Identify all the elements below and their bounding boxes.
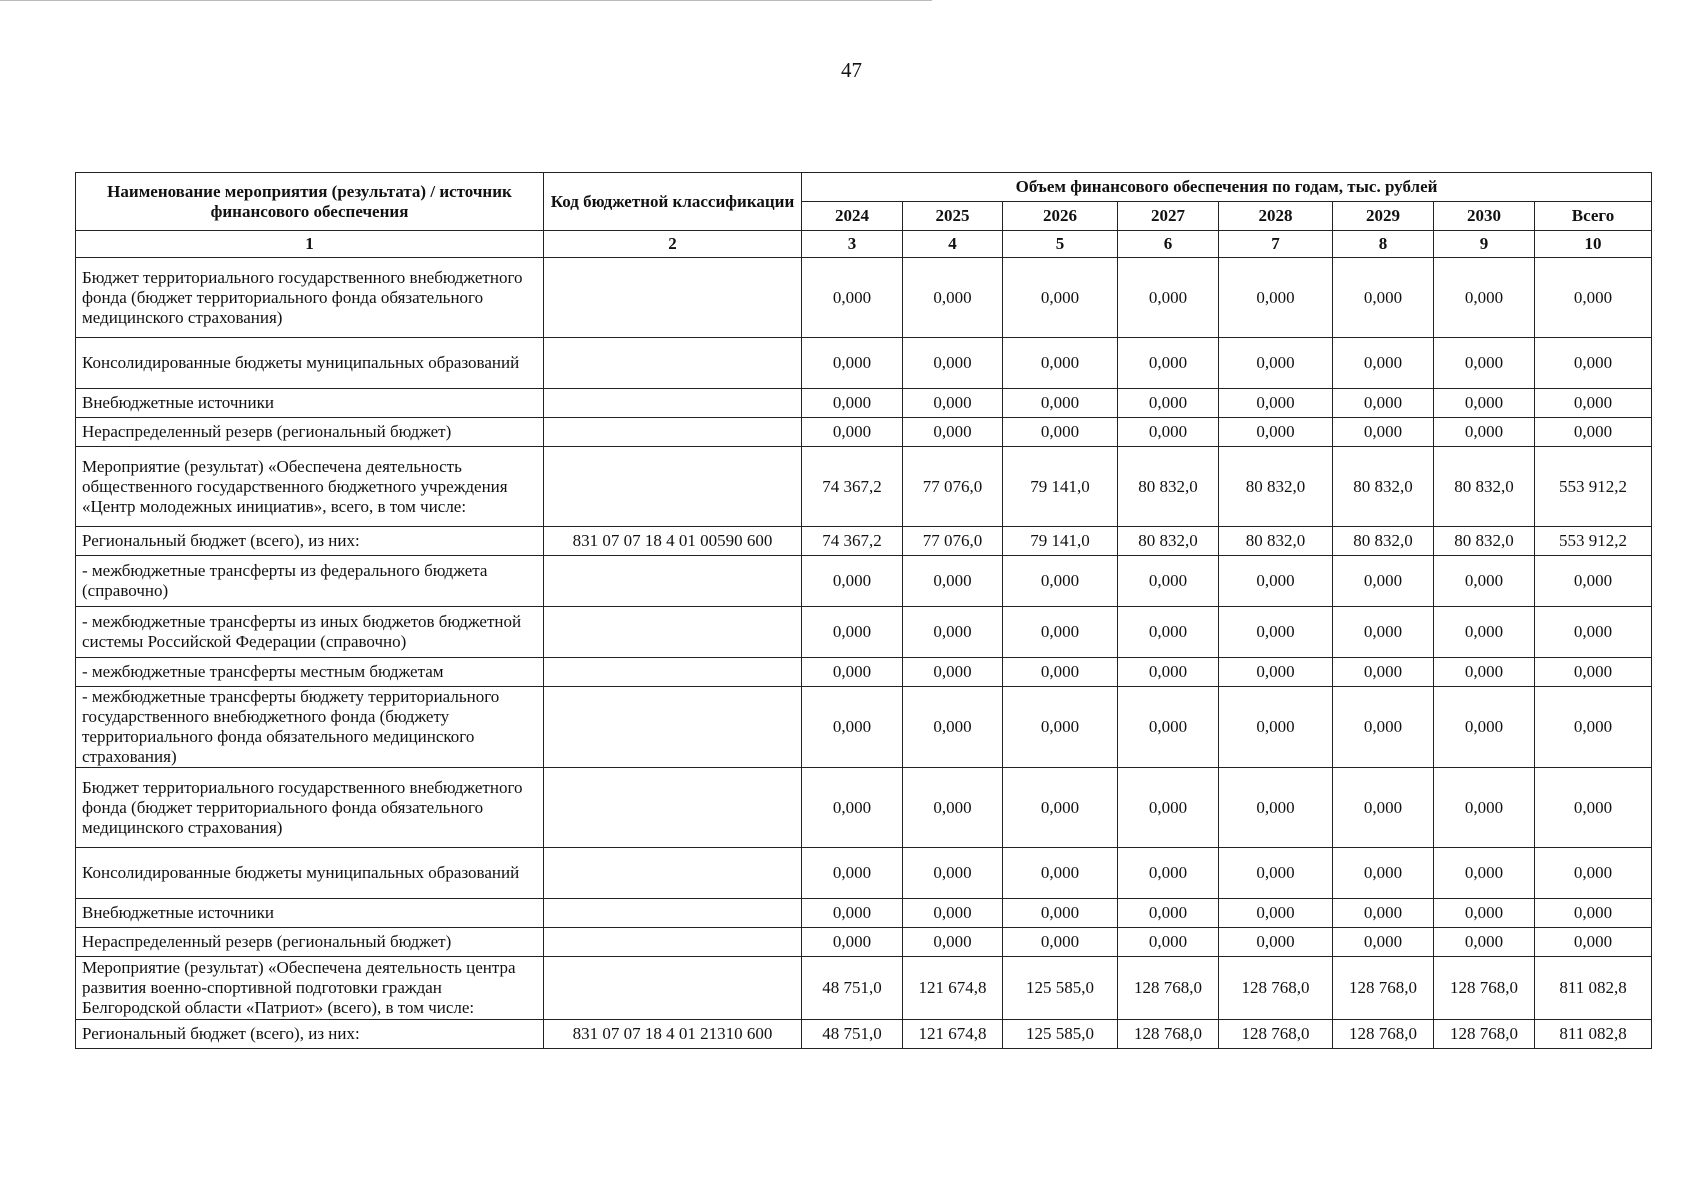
table-row — [76, 556, 1652, 607]
row-value: 0,000 — [802, 658, 903, 687]
row-name: Нераспределенный резерв (региональный бюджет) — [76, 928, 544, 957]
row-name: Консолидированные бюджеты муниципальных образований — [76, 338, 544, 389]
row-code — [544, 658, 802, 687]
row-value: 0,000 — [1535, 338, 1652, 389]
row-value: 0,000 — [903, 418, 1003, 447]
table-row — [76, 447, 1652, 527]
row-value: 0,000 — [903, 768, 1003, 848]
row-value: 0,000 — [903, 687, 1003, 768]
table-row — [76, 848, 1652, 899]
row-value: 0,000 — [1118, 928, 1219, 957]
row-value: 0,000 — [1434, 658, 1535, 687]
row-value: 0,000 — [1219, 338, 1333, 389]
table-row — [76, 957, 1652, 1020]
row-value: 0,000 — [802, 687, 903, 768]
row-value: 0,000 — [802, 389, 903, 418]
row-value: 80 832,0 — [1434, 447, 1535, 527]
row-value: 0,000 — [1003, 258, 1118, 338]
row-value: 0,000 — [802, 258, 903, 338]
row-value: 0,000 — [1535, 687, 1652, 768]
row-value: 811 082,8 — [1535, 1020, 1652, 1049]
row-value: 0,000 — [1118, 418, 1219, 447]
row-value: 128 768,0 — [1118, 957, 1219, 1020]
row-value: 0,000 — [1535, 258, 1652, 338]
table-row — [76, 389, 1652, 418]
row-value: 0,000 — [903, 928, 1003, 957]
row-value: 0,000 — [1003, 607, 1118, 658]
row-value: 0,000 — [1003, 687, 1118, 768]
row-value: 80 832,0 — [1333, 447, 1434, 527]
row-name: Региональный бюджет (всего), из них: — [76, 527, 544, 556]
row-value: 128 768,0 — [1333, 957, 1434, 1020]
column-number-8: 9 — [1434, 231, 1535, 258]
row-name: Мероприятие (результат) «Обеспечена деятельность центра развития военно-спортивной подготовки граждан Белгородской области «Патриот» (всего), в том числе: — [76, 957, 544, 1020]
row-name: - межбюджетные трансферты бюджету территориального государственного внебюджетного фонда (бюджету территориального фонда обязательного медицинского страхования) — [76, 687, 544, 768]
row-name: Консолидированные бюджеты муниципальных образований — [76, 848, 544, 899]
row-value: 0,000 — [1219, 658, 1333, 687]
column-number-0: 1 — [76, 231, 544, 258]
row-value: 128 768,0 — [1219, 957, 1333, 1020]
row-value: 0,000 — [1434, 687, 1535, 768]
row-value: 0,000 — [1434, 418, 1535, 447]
row-code — [544, 389, 802, 418]
row-name: Мероприятие (результат) «Обеспечена деятельность общественного государственного бюджетного учреждения «Центр молодежных инициатив», всего, в том числе: — [76, 447, 544, 527]
row-value: 0,000 — [1118, 258, 1219, 338]
header-index-row — [76, 231, 1652, 258]
column-number-7: 8 — [1333, 231, 1434, 258]
row-value: 0,000 — [1118, 848, 1219, 899]
row-value: 121 674,8 — [903, 1020, 1003, 1049]
table-row — [76, 687, 1652, 768]
row-value: 553 912,2 — [1535, 527, 1652, 556]
header-year-4: 2028 — [1219, 202, 1333, 231]
row-code — [544, 418, 802, 447]
row-value: 0,000 — [802, 556, 903, 607]
header-volume: Объем финансового обеспечения по годам, тыс. рублей — [802, 173, 1652, 202]
row-value: 0,000 — [1434, 768, 1535, 848]
row-code — [544, 338, 802, 389]
row-value: 553 912,2 — [1535, 447, 1652, 527]
row-value: 0,000 — [1434, 928, 1535, 957]
column-number-3: 4 — [903, 231, 1003, 258]
table-row — [76, 899, 1652, 928]
header-name: Наименование мероприятия (результата) / источник финансового обеспечения — [76, 173, 544, 231]
row-code — [544, 607, 802, 658]
row-value: 0,000 — [802, 418, 903, 447]
row-code — [544, 447, 802, 527]
row-value: 0,000 — [1118, 389, 1219, 418]
row-value: 0,000 — [903, 658, 1003, 687]
row-value: 0,000 — [1535, 768, 1652, 848]
row-value: 0,000 — [1434, 338, 1535, 389]
row-value: 0,000 — [1118, 338, 1219, 389]
row-value: 0,000 — [1118, 607, 1219, 658]
row-value: 811 082,8 — [1535, 957, 1652, 1020]
row-value: 0,000 — [1333, 899, 1434, 928]
column-number-5: 6 — [1118, 231, 1219, 258]
header-year-7: Всего — [1535, 202, 1652, 231]
row-value: 0,000 — [1003, 658, 1118, 687]
row-value: 128 768,0 — [1219, 1020, 1333, 1049]
header-year-0: 2024 — [802, 202, 903, 231]
row-value: 0,000 — [1003, 928, 1118, 957]
row-value: 80 832,0 — [1219, 447, 1333, 527]
row-value: 0,000 — [1003, 338, 1118, 389]
row-name: Региональный бюджет (всего), из них: — [76, 1020, 544, 1049]
row-value: 125 585,0 — [1003, 957, 1118, 1020]
row-value: 0,000 — [1535, 899, 1652, 928]
row-value: 0,000 — [1434, 899, 1535, 928]
table-row — [76, 658, 1652, 687]
row-value: 0,000 — [1003, 768, 1118, 848]
row-value: 80 832,0 — [1434, 527, 1535, 556]
table-row — [76, 258, 1652, 338]
row-name: Бюджет территориального государственного внебюджетного фонда (бюджет территориального фонда обязательного медицинского страхования) — [76, 768, 544, 848]
row-value: 0,000 — [1003, 389, 1118, 418]
scan-edge-line — [0, 0, 932, 1]
row-value: 0,000 — [1219, 556, 1333, 607]
row-value: 0,000 — [802, 768, 903, 848]
column-number-4: 5 — [1003, 231, 1118, 258]
row-value: 0,000 — [1118, 899, 1219, 928]
row-value: 0,000 — [1219, 848, 1333, 899]
column-number-6: 7 — [1219, 231, 1333, 258]
row-value: 0,000 — [1118, 556, 1219, 607]
row-value: 0,000 — [903, 556, 1003, 607]
row-code — [544, 768, 802, 848]
row-name: - межбюджетные трансферты из иных бюджетов бюджетной системы Российской Федерации (справочно) — [76, 607, 544, 658]
row-value: 0,000 — [1333, 258, 1434, 338]
row-value: 0,000 — [1434, 556, 1535, 607]
row-value: 0,000 — [1219, 258, 1333, 338]
row-value: 0,000 — [1434, 607, 1535, 658]
row-value: 77 076,0 — [903, 527, 1003, 556]
row-value: 0,000 — [1219, 607, 1333, 658]
row-value: 121 674,8 — [903, 957, 1003, 1020]
row-value: 0,000 — [1118, 658, 1219, 687]
row-value: 48 751,0 — [802, 1020, 903, 1049]
row-code — [544, 258, 802, 338]
row-value: 0,000 — [1333, 768, 1434, 848]
row-value: 0,000 — [1333, 418, 1434, 447]
row-value: 0,000 — [1535, 658, 1652, 687]
row-name: Бюджет территориального государственного внебюджетного фонда (бюджет территориального фонда обязательного медицинского страхования) — [76, 258, 544, 338]
column-number-1: 2 — [544, 231, 802, 258]
row-value: 0,000 — [1003, 899, 1118, 928]
row-value: 0,000 — [1535, 848, 1652, 899]
row-value: 0,000 — [1003, 418, 1118, 447]
table-header — [76, 173, 1652, 258]
row-value: 79 141,0 — [1003, 447, 1118, 527]
row-value: 0,000 — [1333, 687, 1434, 768]
row-value: 0,000 — [903, 607, 1003, 658]
row-value: 0,000 — [1535, 928, 1652, 957]
table-row — [76, 338, 1652, 389]
row-value: 74 367,2 — [802, 527, 903, 556]
row-code — [544, 957, 802, 1020]
row-value: 74 367,2 — [802, 447, 903, 527]
page-number: 47 — [841, 58, 862, 82]
row-name: - межбюджетные трансферты местным бюджетам — [76, 658, 544, 687]
row-value: 0,000 — [903, 338, 1003, 389]
row-code: 831 07 07 18 4 01 00590 600 — [544, 527, 802, 556]
header-year-6: 2030 — [1434, 202, 1535, 231]
row-code — [544, 899, 802, 928]
row-value: 80 832,0 — [1333, 527, 1434, 556]
row-value: 0,000 — [1003, 848, 1118, 899]
table-row — [76, 768, 1652, 848]
row-value: 0,000 — [1434, 848, 1535, 899]
row-value: 0,000 — [1333, 928, 1434, 957]
table-row — [76, 418, 1652, 447]
row-value: 0,000 — [903, 899, 1003, 928]
row-value: 48 751,0 — [802, 957, 903, 1020]
header-year-2: 2026 — [1003, 202, 1118, 231]
header-year-5: 2029 — [1333, 202, 1434, 231]
row-code — [544, 928, 802, 957]
row-value: 128 768,0 — [1434, 957, 1535, 1020]
row-value: 0,000 — [802, 607, 903, 658]
row-value: 0,000 — [802, 928, 903, 957]
row-value: 0,000 — [1219, 418, 1333, 447]
row-value: 0,000 — [1333, 658, 1434, 687]
header-code: Код бюджетной классификации — [544, 173, 802, 231]
column-number-9: 10 — [1535, 231, 1652, 258]
table-row — [76, 527, 1652, 556]
row-value: 0,000 — [1219, 768, 1333, 848]
row-value: 0,000 — [1118, 768, 1219, 848]
row-name: Внебюджетные источники — [76, 899, 544, 928]
row-value: 0,000 — [1434, 389, 1535, 418]
header-year-3: 2027 — [1118, 202, 1219, 231]
column-number-2: 3 — [802, 231, 903, 258]
table-body — [76, 258, 1652, 1049]
row-value: 0,000 — [903, 389, 1003, 418]
financing-table — [75, 172, 1652, 1049]
row-value: 125 585,0 — [1003, 1020, 1118, 1049]
row-value: 80 832,0 — [1118, 527, 1219, 556]
row-value: 0,000 — [802, 899, 903, 928]
row-value: 0,000 — [1219, 389, 1333, 418]
row-name: Нераспределенный резерв (региональный бюджет) — [76, 418, 544, 447]
row-value: 0,000 — [1219, 687, 1333, 768]
row-value: 0,000 — [1535, 389, 1652, 418]
row-value: 128 768,0 — [1434, 1020, 1535, 1049]
row-value: 0,000 — [903, 848, 1003, 899]
table-row — [76, 928, 1652, 957]
row-value: 0,000 — [1434, 258, 1535, 338]
row-value: 77 076,0 — [903, 447, 1003, 527]
table-row — [76, 1020, 1652, 1049]
row-value: 0,000 — [1535, 607, 1652, 658]
row-value: 128 768,0 — [1333, 1020, 1434, 1049]
row-code: 831 07 07 18 4 01 21310 600 — [544, 1020, 802, 1049]
row-value: 0,000 — [1003, 556, 1118, 607]
row-value: 0,000 — [1333, 556, 1434, 607]
row-value: 0,000 — [903, 258, 1003, 338]
row-value: 0,000 — [1333, 338, 1434, 389]
row-value: 0,000 — [802, 848, 903, 899]
row-value: 79 141,0 — [1003, 527, 1118, 556]
row-value: 0,000 — [1219, 899, 1333, 928]
row-code — [544, 556, 802, 607]
row-value: 0,000 — [1333, 848, 1434, 899]
row-code — [544, 687, 802, 768]
row-value: 0,000 — [1118, 687, 1219, 768]
row-value: 0,000 — [1219, 928, 1333, 957]
table-row — [76, 607, 1652, 658]
header-year-1: 2025 — [903, 202, 1003, 231]
row-value: 0,000 — [1535, 418, 1652, 447]
row-value: 0,000 — [1333, 607, 1434, 658]
row-name: - межбюджетные трансферты из федерального бюджета (справочно) — [76, 556, 544, 607]
row-value: 0,000 — [802, 338, 903, 389]
row-value: 128 768,0 — [1118, 1020, 1219, 1049]
row-value: 0,000 — [1333, 389, 1434, 418]
row-name: Внебюджетные источники — [76, 389, 544, 418]
row-value: 0,000 — [1535, 556, 1652, 607]
row-code — [544, 848, 802, 899]
row-value: 80 832,0 — [1118, 447, 1219, 527]
row-value: 80 832,0 — [1219, 527, 1333, 556]
